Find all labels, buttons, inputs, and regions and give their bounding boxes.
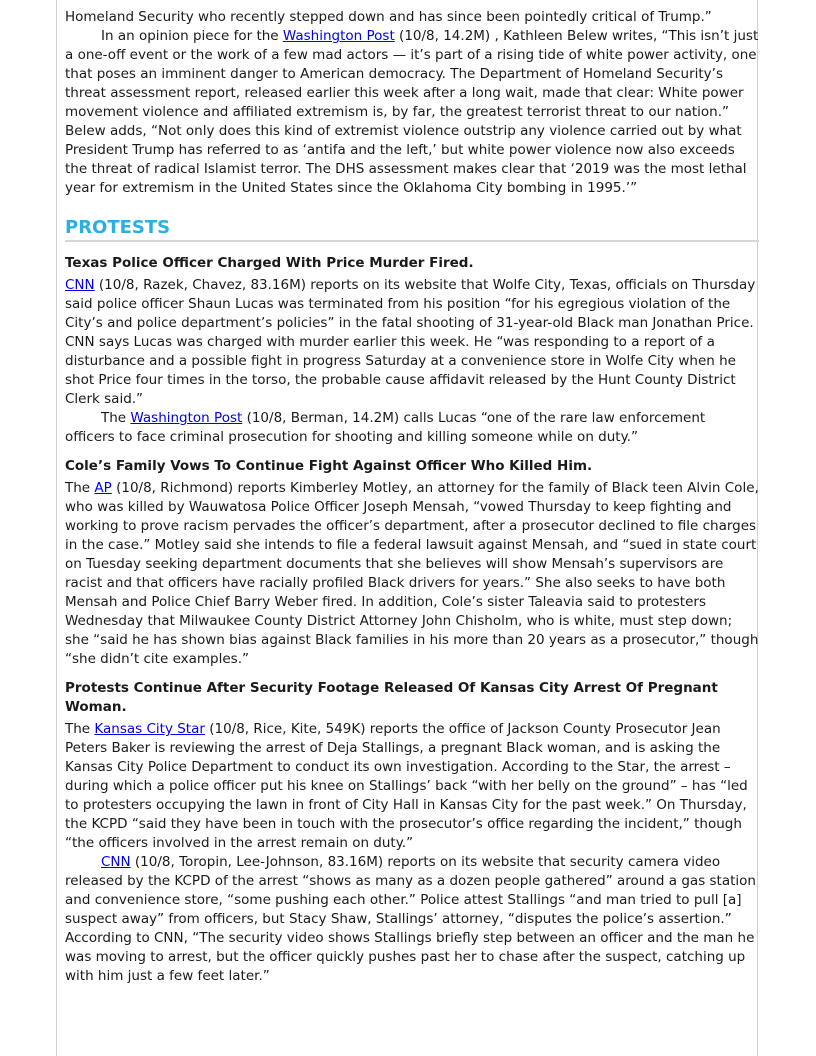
story-title: Cole’s Family Vows To Continue Fight Against Officer Who Killed Him. — [65, 458, 593, 474]
source-link-ap[interactable]: AP — [94, 480, 112, 496]
story-paragraph — [65, 479, 759, 669]
story-text: (10/8, Richmond) reports Kimberley Motley, an attorney for the family of Black teen Alvin Cole, who was killed by Wauwatosa Police Officer Joseph Mensah, “vowed Thursday to keep fighting and working to prove racism pervades the officer’s department, after a prosecutor declined to file charges in the case.” Motley said she intends to file a federal lawsuit against Mensah, and “sued in state court on Tuesday seeking department documents that she believes will show Mensah’s supervisors are racist and that officers have racially profiled Black drivers for years.” She also seeks to have both Mensah and Police Chief Barry Weber fired. In addition, Cole’s sister Taleavia said to protesters Wednesday that Milwaukee County District Attorney John Chisholm, who is white, must step down; she “said he has shown bias against Black families in his more than 20 years as a prosecutor,” though “she didn’t cite examples.” — [65, 480, 759, 667]
section-heading-protests: PROTESTS — [65, 217, 759, 242]
story-text: (10/8, Berman, 14.2M) calls Lucas “one of the rare law enforcement officers to face criminal prosecution for shooting and killing someone while on duty.” — [65, 410, 706, 445]
intro-text-2: (10/8, 14.2M) , Kathleen Belew writes, “This isn’t just a one-off event or the work of a few mad actors — it’s part of a rising tide of white power activity, one that poses an imminent danger to American democracy. The Department of Homeland Security’s threat assessment report, released earlier this week after a long wait, made that clear: White power movement violence and affiliated extremism is, by far, the greatest terrorist threat to our nation.” Belew adds, “Not only does this kind of extremist violence outstrip any violence carried out by what President Trump has referred to as ‘antifa and the left,’ but white power violence now also exceeds the threat of radical Islamist terror. The DHS assessment makes clear that ‘2019 was the most lethal year for extremism in the United States since the Oklahoma City bombing in 1995.’” — [65, 28, 759, 196]
story-prefix: The — [101, 410, 131, 426]
intro-paragraph-opinion — [65, 27, 759, 198]
source-link-kansas-city-star[interactable]: Kansas City Star — [94, 721, 205, 737]
story-paragraph — [65, 409, 759, 447]
document-page — [56, 0, 758, 1056]
story-prefix: The — [65, 480, 95, 496]
story-title: Protests Continue After Security Footage Released Of Kansas City Arrest Of Pregnant Woman. — [65, 680, 718, 715]
intro-text-1: Homeland Security who recently stepped down and has since been pointedly critical of Trump.” — [65, 9, 712, 25]
story-paragraph — [65, 276, 759, 409]
document-body — [65, 8, 759, 986]
story-paragraph — [65, 853, 759, 986]
intro-paragraph-continued — [65, 8, 759, 27]
story-paragraph — [65, 720, 759, 853]
intro-prefix: In an opinion piece for the — [101, 28, 283, 44]
story-text: (10/8, Razek, Chavez, 83.16M) reports on its website that Wolfe City, Texas, officials on Thursday said police officer Shaun Lucas was terminated from his position “for his egregious violation of the City’s and police department’s policies” in the fatal shooting of 31-year-old Black man Jonathan Price. CNN says Lucas was charged with murder earlier this week. He “was responding to a report of a disturbance and a possible fight in progress Saturday at a convenience store in Wolfe City when he shot Price four times in the torso, the probable cause affidavit released by the Hunt County District Clerk said.” — [65, 277, 756, 407]
source-link-cnn[interactable]: CNN — [65, 277, 95, 293]
source-link-washington-post[interactable]: Washington Post — [282, 28, 395, 44]
story-title: Texas Police Officer Charged With Price Murder Fired. — [65, 255, 474, 271]
source-link-cnn[interactable]: CNN — [101, 854, 131, 870]
source-link-washington-post[interactable]: Washington Post — [130, 410, 243, 426]
story-text: (10/8, Toropin, Lee-Johnson, 83.16M) reports on its website that security camera video released by the KCPD of the arrest “shows as many as a dozen people gathered” around a gas station and convenience store, “some pushing each other.” Police attest Stallings “and man tried to pull [a] suspect away” from officers, but Stacy Shaw, Stallings’ attorney, “disputes the police’s assertion.” According to CNN, “The security video shows Stallings briefly step between an officer and the man he was moving to arrest, but the officer quickly pushes past her to chase after the suspect, catching up with him just a few feet later.” — [65, 854, 756, 984]
story-prefix: The — [65, 721, 95, 737]
story-text: (10/8, Rice, Kite, 549K) reports the office of Jackson County Prosecutor Jean Peters Baker is reviewing the arrest of Deja Stallings, a pregnant Black woman, and is asking the Kansas City Police Department to conduct its own investigation. According to the Star, the arrest – during which a police officer put his knee on Stallings’ back “with her belly on the ground” – has “led to protesters occupying the lawn in front of City Hall in Kansas City for the past week.” On Thursday, the KCPD “said they have been in touch with the prosecutor’s office regarding the incident,” though “the officers involved in the arrest remain on duty.” — [65, 721, 748, 851]
